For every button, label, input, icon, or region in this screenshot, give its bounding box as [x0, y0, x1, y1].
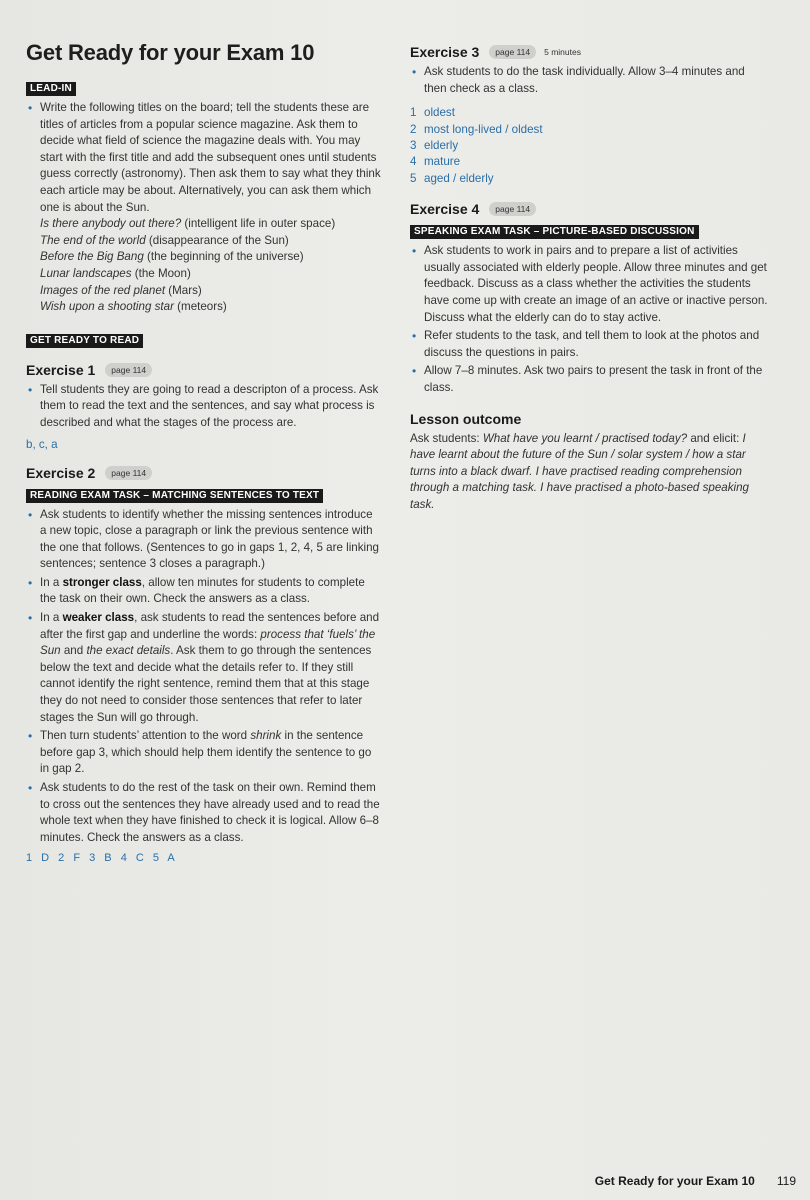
article-title-row: Is there anybody out there? (intelligent life in outer space): [40, 217, 336, 231]
exercise4-bullet-3: • Allow 7–8 minutes. Ask two pairs to present the task in front of the class.: [424, 363, 770, 396]
exercise3-minutes: 5 minutes: [544, 47, 581, 57]
page-title: Get Ready for your Exam 10: [26, 40, 315, 65]
exercise4-page-badge: page 114: [489, 202, 536, 216]
exercise3-bullet: • Ask students to do the task individually. Allow 3–4 minutes and then check as a class.: [424, 64, 770, 97]
exercise2-bullet-3: • In a weaker class, ask students to read the sentences before and after the first gap and underline the words: process that ‘fuels’ the Sun and the exact details. Ask them to go through the sentences below the text and decide what the details refer to. If they still cannot identify the right sentence, remind them that at this stage they do not need to consider those sentences that refer to later stages the Sun will go through.: [40, 610, 382, 726]
exercise4-list: [410, 243, 770, 396]
exercise2-bullet-4: • Then turn students’ attention to the word shrink in the sentence before gap 3, which should help them identify the sentence to go in gap 2.: [40, 728, 382, 778]
lead-in-tag: LEAD-IN: [26, 82, 76, 96]
exercise3-page-badge: page 114: [489, 45, 536, 59]
answer-item: 3 elderly: [410, 139, 459, 152]
answer-item: 4 mature: [410, 155, 461, 169]
exercise1-bullet: • Tell students they are going to read a descripton of a process. Ask them to read the text and the sentences, and say what process is described and what the stages of the process are.: [40, 382, 382, 432]
reading-task-tag: READING EXAM TASK – MATCHING SENTENCES TO TEXT: [26, 489, 323, 503]
exercise3-list: [410, 64, 770, 97]
exercise2-bullet-5: • Ask students to do the rest of the task on their own. Remind them to cross out the sentences they have already used and to read the whole text when they have finished to check it is logical. Allow 6–8 minutes. Check the answers as a class.: [40, 780, 382, 846]
article-title-row: Images of the red planet (Mars): [40, 283, 202, 297]
exercise2-answer: 1 D 2 F 3 B 4 C 5 A: [26, 852, 178, 865]
left-column: [26, 40, 382, 864]
answer-item: 5 aged / elderly: [410, 171, 494, 185]
answer-item: 2 most long-lived / oldest: [410, 122, 543, 136]
article-title-row: Wish upon a shooting star (meteors): [40, 300, 227, 314]
exercise1-list: [26, 382, 382, 432]
speaking-task-tag: SPEAKING EXAM TASK – PICTURE-BASED DISCUSSION: [410, 225, 699, 239]
exercise1-page-badge: page 114: [105, 363, 152, 377]
lead-in-list: [26, 100, 382, 316]
right-column: [410, 44, 770, 514]
exercise4-title: Exercise 4: [410, 201, 480, 218]
lesson-outcome-text: Ask students: What have you learnt / practised today? and elicit: I have learnt about the future of the Sun / solar system / how a star turns into a black dwarf. I have practised reading comprehension through a matching task. I have practised a photo-based speaking task.: [410, 431, 750, 511]
article-title-row: Before the Big Bang (the beginning of the universe): [40, 250, 304, 264]
article-title-row: Lunar landscapes (the Moon): [40, 266, 191, 280]
exercise2-title: Exercise 2: [26, 464, 96, 481]
exercise4-header: [410, 201, 770, 217]
exercise2-page-badge: page 114: [105, 466, 152, 480]
lead-in-titles: [40, 216, 382, 316]
exercise4-bullet-1: • Ask students to work in pairs and to prepare a list of activities usually associated with elderly people. Allow three minutes and get feedback. Discuss as a class whether the activities the students have come up with create an image of an active or inactive person. Discuss what the elderly can do to stay active.: [424, 243, 770, 326]
lesson-outcome-title: Lesson outcome: [410, 410, 522, 427]
get-ready-tag: GET READY TO READ: [26, 334, 143, 348]
lead-in-intro: Write the following titles on the board; tell the students these are titles of articles from a popular science magazine. Ask them to decide what field of science the magazine deals with. You may start with the first title and add the subsequent ones until students guess correctly (astronomy). Then ask them to say what they think each article may be about. Alternatively, you can ask them which one is about the Sun.: [40, 101, 381, 214]
answer-item: 1 oldest: [410, 106, 455, 120]
exercise1-answer: b, c, a: [26, 437, 58, 451]
exercise2-bullet-1: • Ask students to identify whether the missing sentences introduce a new topic, close a paragraph or link the previous sentence with the one that follows. (Sentences to go in gaps 1, 2, 4, 5 are linking sentences; sentence 3 closes a paragraph.): [40, 507, 382, 573]
footer-title: Get Ready for your Exam 10: [594, 1174, 755, 1188]
exercise3-header: [410, 44, 770, 60]
exercise3-title: Exercise 3: [410, 44, 480, 60]
page-number: 119: [776, 1174, 796, 1188]
lead-in-bullet: [40, 100, 382, 316]
exercise4-bullet-2: • Refer students to the task, and tell them to look at the photos and discuss the questions in pairs.: [424, 328, 770, 361]
exercise2-list: [26, 507, 382, 847]
article-title-row: The end of the world (disappearance of the Sun): [40, 233, 289, 247]
exercise1-title: Exercise 1: [26, 361, 96, 378]
exercise2-header: [26, 465, 382, 481]
exercise3-answers: [410, 105, 770, 187]
page-footer: [595, 1174, 796, 1188]
exercise2-bullet-2: • In a stronger class, allow ten minutes for students to complete the task on their own. Check the answers as a class.: [40, 575, 382, 608]
exercise1-header: [26, 362, 382, 378]
